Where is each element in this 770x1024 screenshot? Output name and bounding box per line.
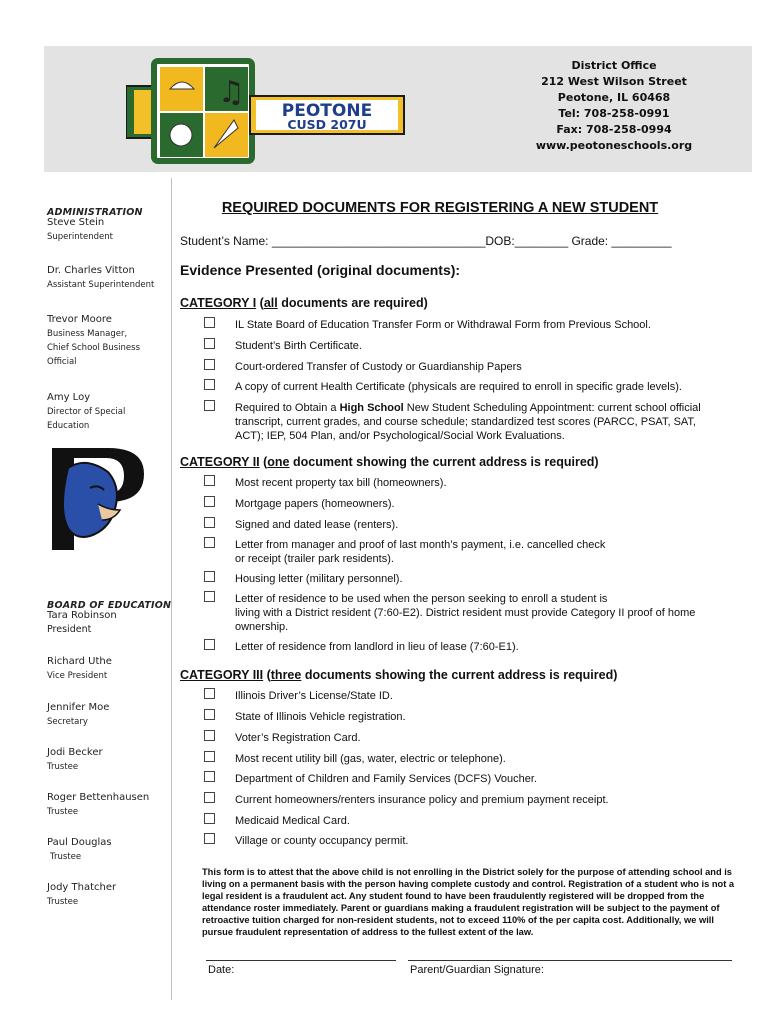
checklist-item-label: Signed and dated lease (renters).: [235, 519, 399, 531]
category-heading-part: three: [270, 668, 302, 682]
date-signature-line[interactable]: [206, 960, 396, 961]
district-address-line: Fax: 708-258-0994: [556, 123, 672, 136]
checklist-item-label: Illinois Driver’s License/State ID.: [235, 690, 393, 702]
board-member: Jodi Becker Trustee: [47, 747, 103, 772]
svg-text:♫: ♫: [218, 75, 245, 110]
category-heading-part: one: [267, 455, 290, 469]
checklist-item-label: Letter of residence to be used when the person seeking to enroll a student is living with a District resident (7:60-E2). District resident must provide Category II proof of home ownership.: [235, 593, 696, 633]
admin-member: Dr. Charles Vitton Assistant Superintendent: [47, 265, 155, 290]
board-member: Richard Uthe Vice President: [47, 656, 112, 681]
category-heading: [180, 668, 617, 682]
category-heading: [180, 455, 599, 469]
date-label: Date:: [208, 964, 235, 976]
checklist-item-label: IL State Board of Education Transfer Form or Withdrawal Form from Previous School.: [235, 319, 651, 331]
checkbox[interactable]: [204, 639, 215, 650]
category-heading-part: documents showing the current address is required): [301, 668, 618, 682]
form-title: REQUIRED DOCUMENTS FOR REGISTERING A NEW STUDENT: [221, 200, 659, 216]
board-member: Jennifer Moe Secretary: [47, 702, 110, 727]
category-heading-part: (: [263, 668, 271, 682]
letterhead-banner: [44, 46, 752, 172]
checkbox[interactable]: [204, 833, 215, 844]
checklist-item-label: Student’s Birth Certificate.: [235, 340, 362, 352]
checkbox[interactable]: [204, 517, 215, 528]
signature-label: Parent/Guardian Signature:: [410, 964, 544, 976]
district-address-line: Peotone, IL 60468: [557, 91, 671, 104]
checkbox[interactable]: [204, 537, 215, 548]
checklist-item-label: Voter’s Registration Card.: [235, 732, 361, 744]
board-member: Roger Bettenhausen Trustee: [47, 792, 150, 817]
checklist-item-label: Current homeowners/renters insurance policy and premium payment receipt.: [235, 794, 609, 806]
checkbox[interactable]: [204, 792, 215, 803]
checklist-item-label: Housing letter (military personnel).: [235, 573, 403, 585]
peotone-logo: [126, 56, 406, 168]
checklist-item-label: Required to Obtain a High School New Student Scheduling Appointment: current school official transcript, current grades, and course schedule; standardized test scores (PARCC, PSAT, SAT, ACT); IEP, 504 Plan, and/or Psychological/Social Work Evaluations.: [235, 402, 701, 442]
board-member: Tara Robinson President: [47, 610, 117, 635]
sidebar-divider: [171, 178, 172, 1000]
checklist-item-label: Letter from manager and proof of last month’s payment, i.e. cancelled check or receipt (trailer park residents).: [235, 539, 606, 565]
evidence-heading: Evidence Presented (original documents):: [180, 262, 461, 278]
checklist-item-label: A copy of current Health Certificate (physicals are required to enroll in specific grade levels).: [235, 381, 682, 393]
category-heading: [180, 296, 428, 310]
checklist-item-label: Village or county occupancy permit.: [235, 835, 409, 847]
district-address-line: District Office: [571, 59, 657, 72]
administration-heading: ADMINISTRATION: [47, 207, 143, 218]
checkbox[interactable]: [204, 591, 215, 602]
checkbox[interactable]: [204, 730, 215, 741]
category-heading-part: all: [263, 296, 278, 310]
checkbox[interactable]: [204, 709, 215, 720]
checklist-item-label: Medicaid Medical Card.: [235, 815, 350, 827]
blue-devil-mascot-icon: [46, 448, 150, 550]
checkbox[interactable]: [204, 496, 215, 507]
checkbox[interactable]: [204, 771, 215, 782]
category-heading-part: (: [259, 455, 268, 469]
category-heading-part: CATEGORY II: [180, 455, 260, 469]
category-heading-part: (: [256, 296, 264, 310]
category-heading-part: document showing the current address is required): [289, 455, 599, 469]
logo-line-2: CUSD 207U: [287, 117, 367, 132]
district-address-line: www.peotoneschools.org: [535, 139, 693, 152]
logo-line-1: PEOTONE: [281, 101, 373, 121]
checkbox[interactable]: [204, 338, 215, 349]
checklist-item-label: Most recent utility bill (gas, water, electric or telephone).: [235, 753, 506, 765]
guardian-signature-line[interactable]: [408, 960, 732, 961]
checklist-item-label: State of Illinois Vehicle registration.: [235, 711, 406, 723]
category-heading-part: documents are required): [277, 296, 428, 310]
board-heading: BOARD OF EDUCATION: [47, 600, 172, 611]
admin-member: Trevor Moore Business Manager, Chief School Business Official: [47, 314, 141, 367]
board-member: Jody Thatcher Trustee: [47, 882, 117, 907]
district-address: [484, 58, 744, 154]
checkbox[interactable]: [204, 379, 215, 390]
category-heading-part: CATEGORY III: [180, 668, 264, 682]
district-address-line: Tel: 708-258-0991: [558, 107, 670, 120]
checklist-item-label: Letter of residence from landlord in lieu of lease (7:60-E1).: [235, 641, 519, 653]
district-address-line: 212 West Wilson Street: [541, 75, 687, 88]
checklist-item-label: Most recent property tax bill (homeowners).: [235, 477, 447, 489]
checkbox[interactable]: [204, 571, 215, 582]
admin-member: Steve Stein Superintendent: [47, 217, 113, 242]
admin-member: Amy Loy Director of Special Education: [47, 392, 126, 431]
board-member: Paul Douglas Trustee: [47, 837, 112, 862]
student-info-line[interactable]: Student’s Name: ________________________________DOB:________ Grade: _________: [180, 234, 672, 248]
checkbox[interactable]: [204, 475, 215, 486]
checkbox[interactable]: [204, 400, 215, 411]
checkbox[interactable]: [204, 688, 215, 699]
checklist-item-label: Mortgage papers (homeowners).: [235, 498, 395, 510]
checkbox[interactable]: [204, 317, 215, 328]
checkbox[interactable]: [204, 813, 215, 824]
attestation-notice: This form is to attest that the above child is not enrolling in the District solely for the purpose of attending school and is living on a permanent basis with the person having complete custody and control. Registration of a student who is not a legal resident is a fraudulent act. Any student found to have been fraudulently registered will be dropped from the attendance roster immediately. Parent or guardians making a fraudulent registration will be subject to the payment of retroactive tuition charged for non-resident students, not to exceed 110% of the per capita cost. Additionally, we will pursue fraudulent representation of address to the fullest extent of the law.: [202, 867, 735, 937]
checkbox[interactable]: [204, 751, 215, 762]
checklist-item-label: Department of Children and Family Services (DCFS) Voucher.: [235, 773, 538, 785]
checklist-item-label: Court-ordered Transfer of Custody or Guardianship Papers: [235, 361, 522, 373]
checkbox[interactable]: [204, 359, 215, 370]
category-heading-part: CATEGORY I: [180, 296, 257, 310]
